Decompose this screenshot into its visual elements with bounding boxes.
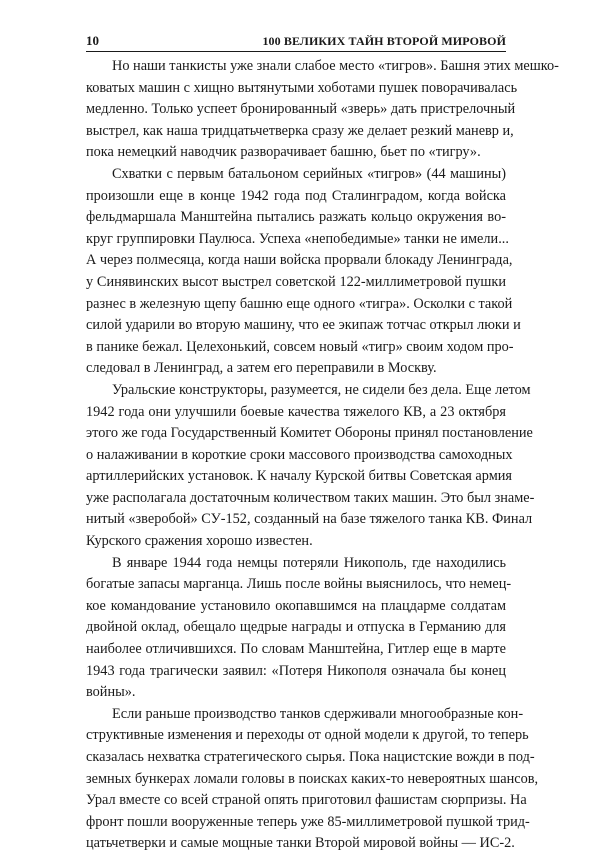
paragraph [86, 164, 521, 380]
text-line: уже располагала достаточным количеством таких машин. Это был знаме- [86, 489, 535, 506]
body-text [86, 56, 559, 855]
text-line: следовал в Ленинград, а затем его переправили в Москву. [86, 360, 437, 377]
text-line: богатые запасы марганца. Лишь после войны выяснилось, что немец- [86, 576, 512, 593]
paragraph [86, 704, 539, 855]
text-line: Схватки с первым батальоном серийных «тигров» (44 машины) [112, 165, 506, 182]
paragraph [86, 380, 535, 553]
text-line: фельдмаршала Манштейна пытались разжать кольцо окружения во- [86, 209, 506, 226]
text-line: выстрел, как наша тридцатьчетверка сразу же делает резкий маневр и, [86, 122, 514, 139]
text-line: Если раньше производство танков сдерживали многообразные кон- [112, 705, 524, 722]
text-line: войны». [86, 684, 136, 701]
text-line: Урал вместе со всей страной опять приготовил фашистам сюрпризы. На [86, 792, 527, 809]
page-header [86, 33, 506, 51]
text-line: пока немецкий наводчик разворачивает башню, бьет по «тигру». [86, 144, 481, 161]
text-line: цатьчетверки и самые мощные танки Второй мировой войны — ИС-2. [86, 835, 515, 852]
text-line: А через полмесяца, когда наши войска прорвали блокаду Ленинграда, [86, 252, 513, 269]
paragraph [86, 56, 559, 164]
text-line: Уральские конструкторы, разумеется, не сидели без дела. Еще летом [112, 381, 531, 398]
paragraph [86, 553, 512, 704]
text-line: двойной оклад, обещало щедрые награды и отпуска в Германию для [86, 619, 506, 636]
text-line: в панике бежал. Целехонький, совсем новый «тигр» своим ходом про- [86, 338, 514, 355]
text-line: наиболее отличившихся. По словам Манштейна, Гитлер еще в марте [86, 641, 506, 658]
text-line: структивные изменения и переходы от одной модели к другой, то теперь [86, 727, 529, 744]
text-line: Курского сражения хорошо известен. [86, 533, 313, 550]
text-line: разнес в железную щепу башню еще одного «тигра». Осколки с такой [86, 295, 513, 312]
text-line: силой ударили во вторую машину, что ее экипаж тотчас открыл люки и [86, 317, 521, 334]
header-rule [86, 51, 506, 52]
text-line: медленно. Только успеет бронированный «зверь» дать пристрелочный [86, 101, 516, 118]
text-line: у Синявинских высот выстрел советской 122-миллиметровой пушки [86, 273, 506, 290]
text-line: коватых машин с хищно вытянутыми хоботами пушек поворачивалась [86, 79, 518, 96]
running-title: 100 ВЕЛИКИХ ТАЙН ВТОРОЙ МИРОВОЙ [262, 34, 506, 48]
text-line: произошли еще в конце 1942 года под Сталинградом, когда войска [86, 187, 506, 204]
text-line: 1943 года трагически заявил: «Потеря Никополя означала бы конец [86, 662, 506, 679]
text-line: этого же года Государственный Комитет Обороны принял постановление [86, 425, 533, 442]
text-line: о налаживании в короткие сроки массового производства самоходных [86, 446, 513, 463]
text-line: нитый «зверобой» СУ-152, созданный на базе тяжелого танка КВ. Финал [86, 511, 533, 528]
text-line: фронт пошли вооруженные теперь уже 85-миллиметровой пушкой трид- [86, 813, 530, 830]
text-line: кое командование установило окопавшимся на плацдарме солдатам [86, 597, 506, 614]
text-line: земных бункерах ломали головы в поисках каких-то невероятных шансов, [86, 770, 539, 787]
text-line: Но наши танкисты уже знали слабое место «тигров». Башня этих мешко- [112, 58, 559, 74]
text-line: круг группировки Паулюса. Успеха «непобедимые» танки не имели... [86, 230, 509, 247]
text-line: В январе 1944 года немцы потеряли Никополь, где находились [112, 554, 506, 571]
text-line: 1942 года они улучшили боевые качества тяжелого КВ, а 23 октября [86, 403, 506, 420]
page-number: 10 [86, 33, 99, 48]
text-line: артиллерийских установок. К началу Курской битвы Советская армия [86, 468, 512, 485]
text-line: сказалась нехватка стратегического сырья. Пока нацистские вожди в под- [86, 749, 535, 765]
